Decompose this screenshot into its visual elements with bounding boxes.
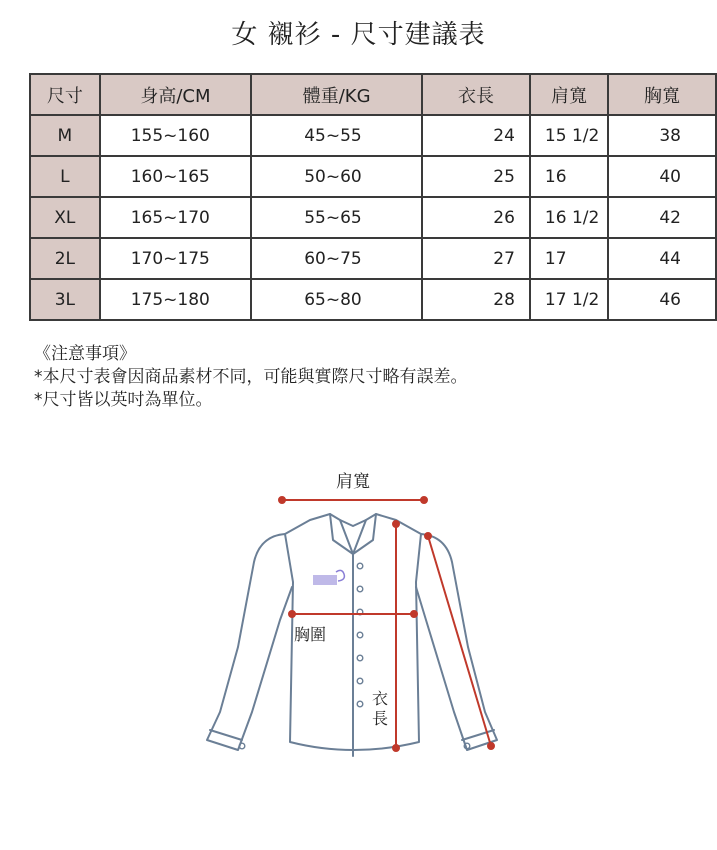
notes-line: *本尺寸表會因商品素材不同，可能與實際尺寸略有誤差。 — [34, 367, 468, 387]
sleeve-bottom-marker — [488, 743, 494, 749]
size-cell: M — [30, 115, 100, 156]
sleeve-top-marker — [425, 533, 431, 539]
size-cell: 2L — [30, 238, 100, 279]
notes-line: *尺寸皆以英吋為單位。 — [34, 390, 213, 410]
shoulder-cell: 16 1/2 — [530, 197, 608, 238]
header-length: 衣長 — [422, 74, 530, 115]
shoulder-cell: 15 1/2 — [530, 115, 608, 156]
table-row — [30, 156, 716, 197]
weight-cell: 60~75 — [251, 238, 422, 279]
chest-cell: 38 — [608, 115, 716, 156]
header-weight: 體重/KG — [251, 74, 422, 115]
height-cell: 170~175 — [100, 238, 252, 279]
table-row — [30, 238, 716, 279]
chest-cell: 42 — [608, 197, 716, 238]
notes-heading: 《注意事項》 — [34, 344, 136, 364]
chest-label: 胸圍 — [294, 625, 327, 644]
weight-cell: 65~80 — [251, 279, 422, 320]
shoulder-cell: 17 — [530, 238, 608, 279]
length-cell: 28 — [422, 279, 530, 320]
height-cell: 165~170 — [100, 197, 252, 238]
table-row — [30, 115, 716, 156]
header-size: 尺寸 — [30, 74, 100, 115]
weight-cell: 50~60 — [251, 156, 422, 197]
height-cell: 155~160 — [100, 115, 252, 156]
length-label-top: 衣 — [372, 689, 389, 708]
weight-cell: 55~65 — [251, 197, 422, 238]
shirt-buttons — [239, 563, 470, 749]
height-cell: 160~165 — [100, 156, 252, 197]
chest-cell: 40 — [608, 156, 716, 197]
chest-cell: 46 — [608, 279, 716, 320]
length-cell: 26 — [422, 197, 530, 238]
header-height: 身高/CM — [100, 74, 252, 115]
shirt-outline — [207, 514, 497, 756]
chest-left-marker — [289, 611, 295, 617]
length-bottom-marker — [393, 745, 399, 751]
length-label-bottom: 長 — [372, 709, 389, 728]
chest-cell: 44 — [608, 238, 716, 279]
shirt-logo — [313, 570, 344, 585]
height-cell: 175~180 — [100, 279, 252, 320]
chest-right-marker — [411, 611, 417, 617]
shoulder-cell: 17 1/2 — [530, 279, 608, 320]
length-cell: 25 — [422, 156, 530, 197]
size-table — [29, 73, 717, 321]
header-chest: 胸寬 — [608, 74, 716, 115]
header-shoulder: 肩寬 — [530, 74, 608, 115]
page-title: 女 襯衫 - 尺寸建議表 — [231, 20, 486, 50]
notes-section — [34, 343, 468, 412]
shoulder-cell: 16 — [530, 156, 608, 197]
length-cell: 27 — [422, 238, 530, 279]
table-row — [30, 279, 716, 320]
length-top-marker — [393, 521, 399, 527]
size-cell: 3L — [30, 279, 100, 320]
shoulder-right-marker — [421, 497, 427, 503]
shoulder-label: 肩寬 — [336, 472, 370, 492]
table-header-row — [30, 74, 716, 115]
size-cell: XL — [30, 197, 100, 238]
shirt-measurement-diagram — [190, 462, 520, 782]
table-row — [30, 197, 716, 238]
shoulder-left-marker — [279, 497, 285, 503]
sleeve-measure-line — [428, 536, 491, 746]
size-cell: L — [30, 156, 100, 197]
weight-cell: 45~55 — [251, 115, 422, 156]
length-cell: 24 — [422, 115, 530, 156]
